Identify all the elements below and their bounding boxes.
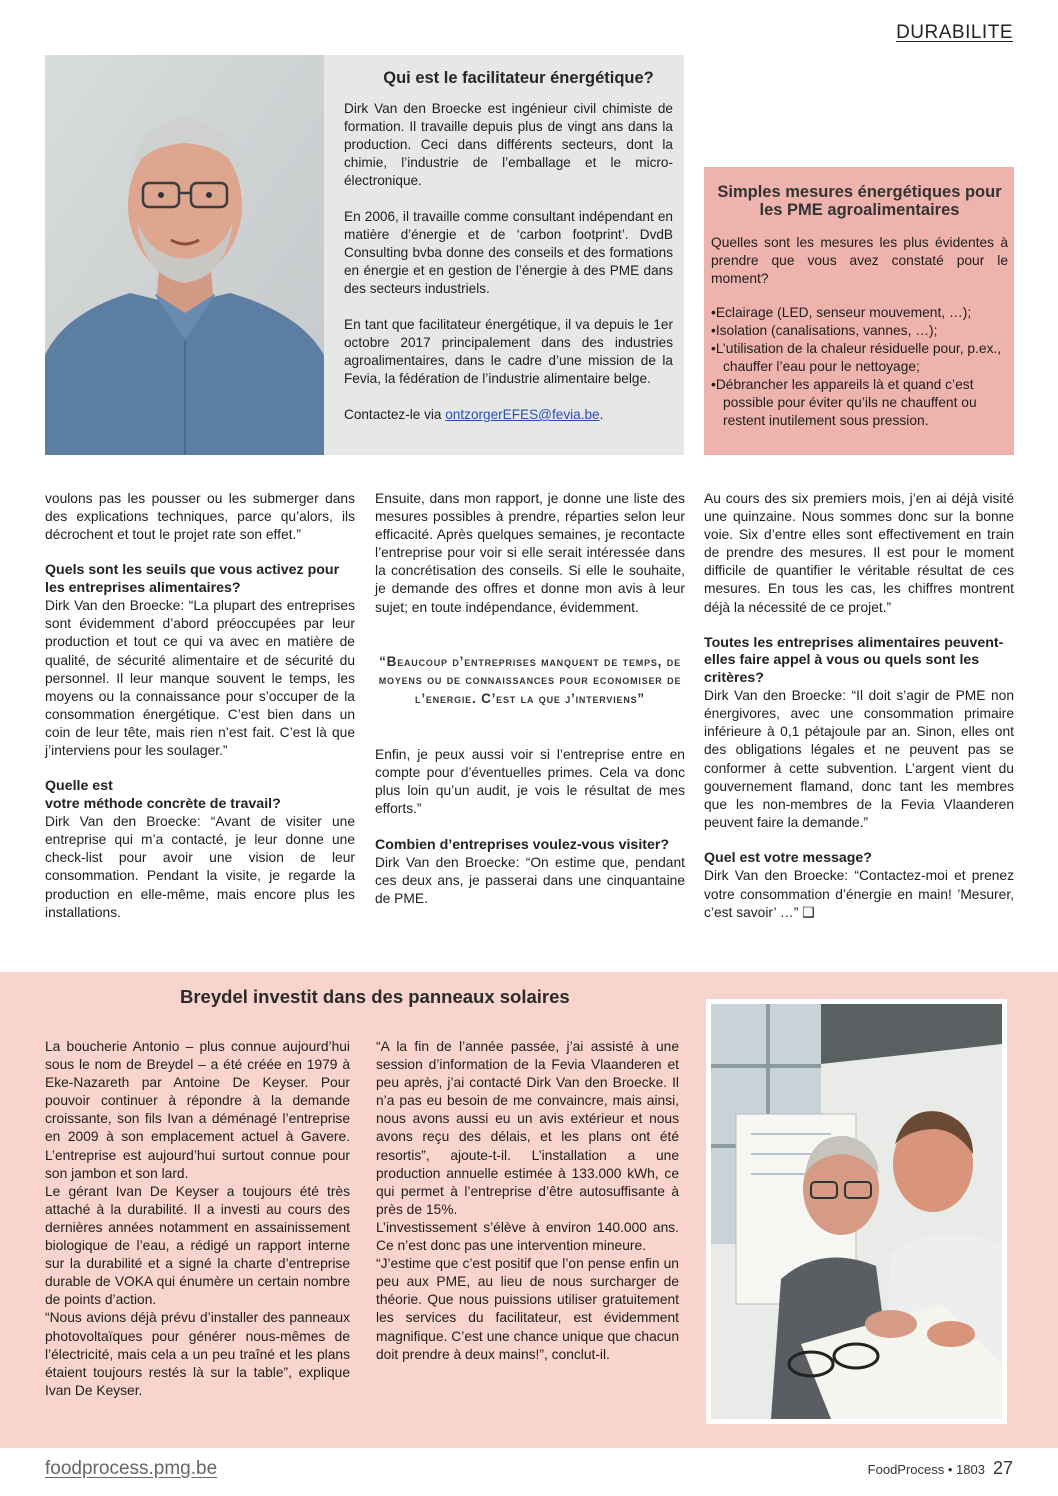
energy-measures-title: Simples mesures énergétiques pour les PME agroalimentaires (717, 183, 1002, 219)
breydel-column-1 (45, 1038, 350, 1400)
heading-line: Quelle est (45, 778, 113, 795)
footer-issue (868, 1458, 1013, 1479)
infobox-paragraph: En 2006, il travaille comme consultant indépendant en matière d’énergie et de ‘carbon footprint’. DvdB Consulting bvba donne des conseils et des formations en énergie et en gestion de l’énergie à des PME dans des secteurs industriels. (344, 209, 673, 296)
paragraph: “Nous avions déjà prévu d’installer des panneaux photovoltaïques pour générer nous-mêmes de l’électricité, mais cela a un peu traîné et les plans étaient toujours restés là sur la table”, explique Ivan De Keyser. (45, 1310, 350, 1398)
infobox-paragraph: Dirk Van den Broecke est ingénieur civil chimiste de formation. Il travaille depuis plus de vingt ans dans la production. Ceci dans différents secteurs, dont la chimie, l’industrie de l’emballage et le micro-électronique. (344, 101, 673, 188)
paragraph: “A la fin de l’année passée, j’ai assisté à une session d’information de la Fevia Vlaanderen et peu après, j’ai contacté Dirk Van den Broecke. Il n’a pas eu besoin de me convaincre, mais ainsi, nous avons aussi eu un avis extérieur et nous avons reçu des délais, et les plans ont été resortis”, ajoute-t-il. L’installation a une production annuelle estimée à 133.000 kWh, ce qui permet à l’entreprise d’être autosuffisante à près de 15%. (376, 1039, 679, 1217)
section-label: DURABILITE (896, 22, 1013, 43)
article-column-3 (704, 490, 1014, 922)
website-link[interactable]: foodprocess.pmg.be (45, 1458, 218, 1479)
contact-suffix: . (599, 407, 604, 422)
article-column-2 (375, 490, 685, 908)
breydel-section (0, 972, 1058, 1448)
energy-measures-question: Quelles sont les mesures les plus évidentes à prendre que vous avez constaté pour le moment? (711, 235, 1008, 286)
paragraph: Enfin, je peux aussi voir si l’entreprise entre en compte pour d’éventuelles primes. Cela va donc plus loin qu’un audit, je vois le résultat de mes efforts.” (375, 747, 685, 817)
meeting-photo (706, 999, 1007, 1424)
meeting-illustration (711, 1004, 1002, 1419)
energy-measures-box (704, 167, 1014, 455)
article-column-1 (45, 490, 355, 922)
list-item: •Débrancher les appareils là et quand c’est possible pour éviter qu’ils ne chauffent ou restent inutilement sous pression. (711, 377, 977, 428)
breydel-title: Breydel investit dans des panneaux solaires (180, 986, 570, 1007)
page-number: 27 (992, 1458, 1013, 1478)
infobox-paragraph: En tant que facilitateur énergétique, il va depuis le 1er octobre 2017 principalement dans des industries agroalimentaires, dans le cadre d’une mission de la Fevia, la fédération de l’industrie alimentaire belge. (344, 317, 673, 386)
contact-email-link[interactable]: ontzorgerEFES@fevia.be (445, 407, 600, 422)
paragraph: Dirk Van den Broecke: “On estime que, pendant ces deux ans, je passerai dans une cinquantaine de PME. (375, 855, 685, 907)
list-item: •Eclairage (LED, senseur mouvement, …); (711, 305, 972, 320)
issue-label: FoodProcess • 1803 (867, 1462, 985, 1477)
contact-prefix: Contactez-le via (344, 407, 446, 422)
paragraph: voulons pas les pousser ou les submerger dans des explications techniques, parce qu’alors, ils décrochent et tout le projet rate son effet.” (45, 491, 355, 543)
question-heading: Combien d’entreprises voulez-vous visiter? (375, 836, 670, 853)
paragraph: Au cours des six premiers mois, j’en ai déjà visité une quinzaine. Nous sommes donc sur la bonne voie. Six d’entre elles sont effectivement en train de prendre des mesures. Il est pour le moment difficile de quantifier le véritable résultat de ces mesures. En tous les cas, les chiffres montrent déjà la nécessité de ce projet.” (704, 491, 1014, 615)
question-heading (45, 778, 355, 813)
closing-text: Dirk Van den Broecke: “Contactez-moi et prenez votre consommation d’énergie en main! ’Mesurer, c’est savoir’ …” (704, 868, 1014, 920)
paragraph: “J’estime que c’est positif que l’on pense enfin un peu aux PME, au lieu de nous surcharger de théorie. Que nous puissions utiliser gratuitement les services du facilitateur, est évidemment magnifique. C’est une chance unique que chacun doit prendre à deux mains!”, conclut-il. (376, 1256, 679, 1362)
pull-quote: “Beaucoup d’entreprises manquent de temps, de moyens ou de connaissances pour economiser de l’energie. C’est la que j’interviens” (378, 653, 682, 706)
breydel-column-2 (376, 1038, 679, 1364)
end-mark-icon: ❑ (802, 904, 815, 920)
paragraph: Dirk Van den Broecke: “Il doit s’agir de PME non énergivores, avec une consommation primaire inférieure à 0,1 pétajoule par an. Sinon, elles ont des obligations légales et ne peuvent pas se conformer à cette subvention. L’argent vient du gouvernement flamand, donc tant les membres que les non-membres de la Fevia Vlaanderen peuvent faire la demande.” (704, 688, 1014, 830)
paragraph: Ensuite, dans mon rapport, je donne une liste des mesures possibles à prendre, réparties selon leur efficacité. Après quelques semaines, je recontacte l’entreprise pour voir si elle serait intéressée dans la concrétisation des conseils. Si elle le souhaite, je demande des offres et donne mon avis à leur sujet; en toute indépendance, évidemment. (375, 491, 685, 615)
question-heading: Quel est votre message? (704, 849, 872, 866)
list-item: •Isolation (canalisations, vannes, …); (711, 323, 938, 338)
energy-measures-list (711, 304, 1008, 430)
paragraph: L’investissement s’élève à environ 140.000 ans. Ce n’est donc pas une intervention mineure. (376, 1219, 679, 1254)
paragraph: Dirk Van den Broecke: “La plupart des entreprises sont évidemment d’abord préoccupées par leur production et tout ce qui va avec en matière de qualité, de sécurité alimentaire et de sécurité du personnel. Il leur manque souvent le temps, les moyens ou la connaissance pour s’occuper de la consommation énergétique. C’est bien dans un coin de leur tête, mais rien n’est fait. C’est là que j’interviens pour les soulager.” (45, 598, 355, 759)
heading-line: votre méthode concrète de travail? (45, 795, 281, 812)
question-heading: Toutes les entreprises alimentaires peuvent-elles faire appel à vous ou quels sont les critères? (704, 634, 1004, 686)
paragraph (704, 867, 1014, 921)
portrait-illustration (45, 55, 324, 455)
paragraph: Le gérant Ivan De Keyser a toujours été très attaché à la durabilité. Il a investi au cours des dernières années notamment en assainissement biologique de l’eau, a rédigé un rapport interne sur la durabilité et a signé la charte d’entreprise durable de VOKA qui énumère un certain nombre de points d’action. (45, 1183, 350, 1308)
paragraph: Dirk Van den Broecke: “Avant de visiter une entreprise qui m’a contacté, je leur donne une check-list pour avoir une vision de leur consommation. Pendant la visite, je regarde la production en elle-même, mais encore plus les installations. (45, 814, 355, 920)
infobox-title: Qui est le facilitateur énergétique? (383, 69, 654, 87)
question-heading: Quels sont les seuils que vous activez pour les entreprises alimentaires? (45, 562, 340, 596)
portrait-photo (45, 55, 324, 455)
paragraph: La boucherie Antonio – plus connue aujourd’hui sous le nom de Breydel – a été créée en 1979 à Eke-Nazareth par Antoine De Keyser. Pour pouvoir continuer à répondre à la demande croissante, son fils Ivan a déménagé l’entreprise en 2009 à son emplacement actuel à Gavere. L’entreprise est aujourd’hui surtout connue pour son jambon et son lard. (45, 1039, 350, 1181)
infobox-contact (344, 406, 673, 424)
list-item: •L’utilisation de la chaleur résiduelle pour, p.ex., chauffer l’eau pour le nettoyage; (711, 341, 1002, 374)
facilitator-info-box (324, 55, 684, 455)
